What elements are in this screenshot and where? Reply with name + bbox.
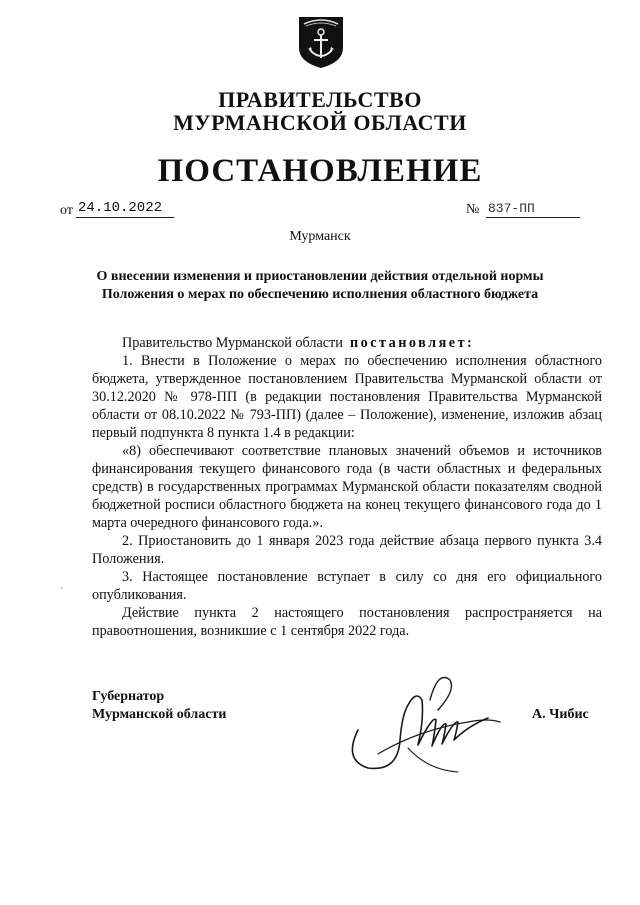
document-body — [92, 334, 602, 640]
number-prefix: № — [466, 202, 480, 217]
intro-paragraph — [92, 334, 602, 352]
subject-line1: О внесении изменения и приостановлении действия отдельной нормы — [96, 269, 544, 284]
subject-line2: Положения о мерах по обеспечению исполнения областного бюджета — [101, 287, 539, 302]
city: Мурманск — [289, 229, 351, 244]
intro-verb: постановляет: — [349, 335, 475, 351]
margin-mark: ` — [60, 586, 64, 598]
government-title-line1: ПРАВИТЕЛЬСТВО — [218, 87, 422, 112]
document-date: 24.10.2022 — [76, 200, 174, 218]
paragraph-1-quote: «8) обеспечивают соответствие плановых значений объемов и источников финансирования текущего финансового года (в части областных и федеральных средств) в государственных программах Мурманской области показателям сводной бюджетной росписи областного бюджета на конец текущего финансового года до 1 марта очередного финансового года.». — [92, 443, 602, 531]
document-number: 837-ПП — [486, 200, 580, 218]
handwritten-signature-icon — [338, 660, 508, 780]
intro-prefix: Правительство Мурманской области — [122, 335, 343, 351]
signatory-name: А. Чибис — [532, 707, 589, 722]
signatory-title-line2: Мурманской области — [92, 707, 227, 722]
date-prefix: от — [60, 203, 73, 218]
paragraph-3: 3. Настоящее постановление вступает в силу со дня его официального опубликования. — [92, 569, 602, 603]
signatory-title — [92, 688, 226, 724]
paragraph-1: 1. Внести в Положение о мерах по обеспечению исполнения областного бюджета, утвержденное постановлением Правительства Мурманской области от 30.12.2020 № 978-ПП (в редакции постановления Правительства Мурманской области от 08.10.2022 № 793-ПП) (далее – Положение), изменение, изложив абзац первый подпункта 8 пункта 1.4 в редакции: — [92, 353, 602, 441]
murmansk-coat-of-arms-icon — [296, 14, 346, 70]
signatory-title-line1: Губернатор — [92, 689, 165, 704]
document-subject — [80, 268, 560, 304]
government-title-line2: МУРМАНСКОЙ ОБЛАСТИ — [173, 110, 467, 135]
paragraph-4: Действие пункта 2 настоящего постановления распространяется на правоотношения, возникшие с 1 сентября 2022 года. — [92, 605, 602, 639]
paragraph-2: 2. Приостановить до 1 января 2023 года действие абзаца первого пункта 3.4 Положения. — [92, 533, 602, 567]
document-type-heading: ПОСТАНОВЛЕНИЕ — [157, 153, 483, 189]
